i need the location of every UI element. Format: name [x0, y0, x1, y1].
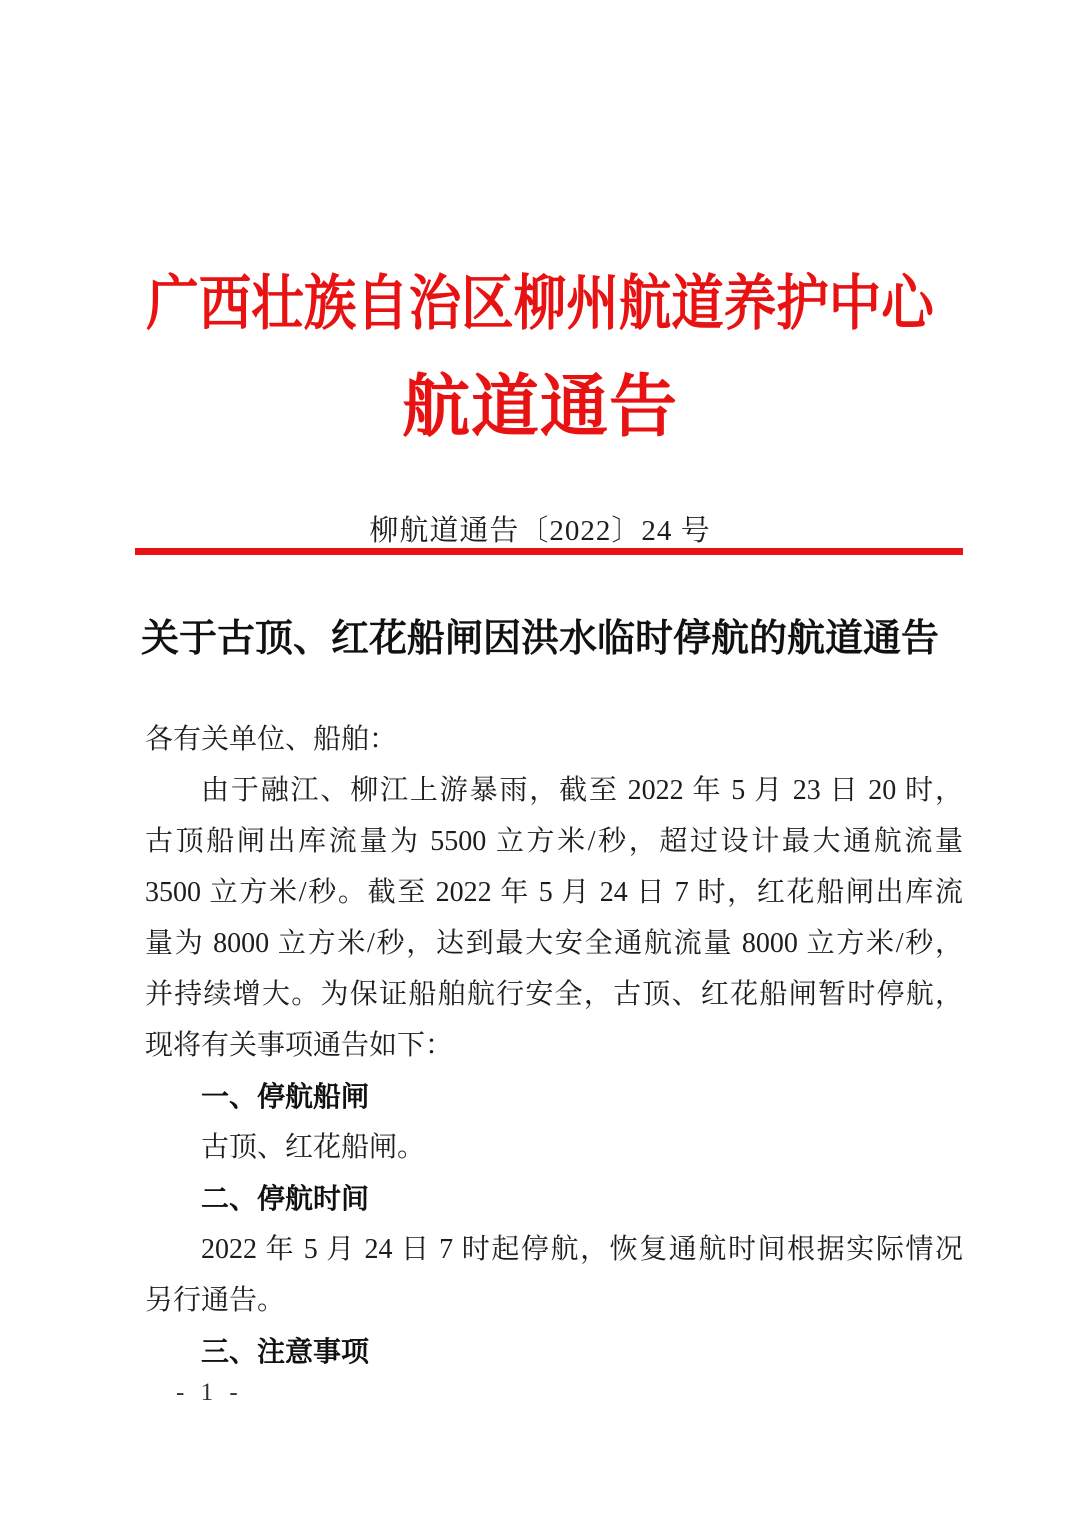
notice-title: 关于古顶、红花船闸因洪水临时停航的航道通告 [140, 618, 939, 660]
doc-type-masthead: 航道通告 [401, 369, 678, 445]
document-number: 柳航道通告〔2022〕24 号 [369, 515, 711, 547]
page-number: - 1 - [176, 1379, 243, 1406]
body-line: 现将有关事项通告如下： [145, 1030, 454, 1061]
body-line: 并持续增大。为保证船舶航行安全，古顶、红花船闸暂时停航， [145, 979, 963, 1010]
body-line: 3500 立方米/秒。截至 2022 年 5 月 24 日 7 时，红花船闸出库流 [145, 877, 963, 908]
section-3-heading: 三、注意事项 [201, 1336, 370, 1367]
section-2-heading: 二、停航时间 [201, 1183, 370, 1214]
section-1-content: 古顶、红花船闸。 [201, 1132, 426, 1163]
red-divider-rule [135, 548, 963, 555]
section-1-heading: 一、停航船闸 [201, 1081, 370, 1112]
section-2-content: 2022 年 5 月 24 日 7 时起停航，恢复通航时间根据实际情况 [201, 1234, 963, 1265]
body-line: 由于融江、柳江上游暴雨，截至 2022 年 5 月 23 日 20 时， [201, 775, 963, 806]
salutation: 各有关单位、船舶： [145, 724, 398, 755]
body-line: 量为 8000 立方米/秒，达到最大安全通航流量 8000 立方米/秒， [145, 928, 963, 959]
body-line: 古顶船闸出库流量为 5500 立方米/秒，超过设计最大通航流量 [145, 826, 963, 857]
org-name-masthead: 广西壮族自治区柳州航道养护中心 [146, 271, 934, 337]
section-2-content: 另行通告。 [145, 1285, 286, 1316]
notice-body [145, 714, 963, 1377]
